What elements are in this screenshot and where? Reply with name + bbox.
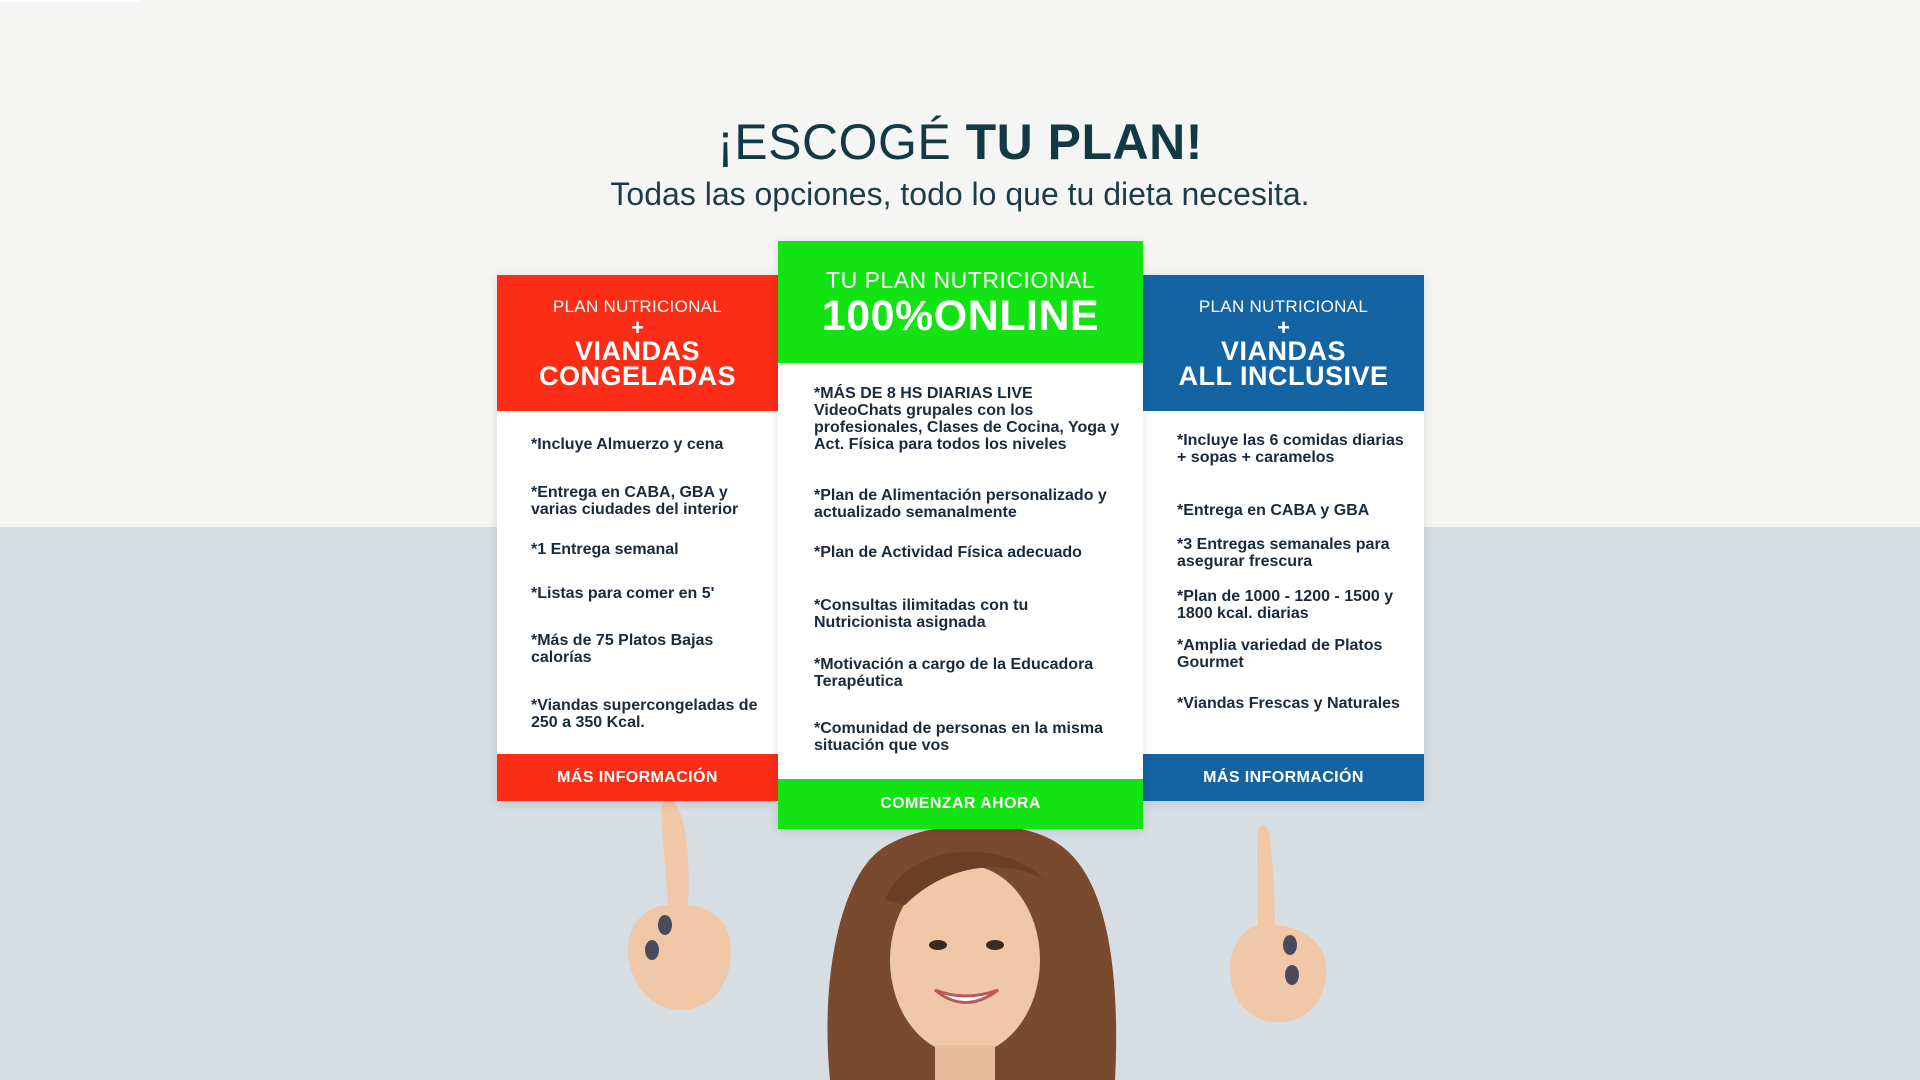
plan-card-header bbox=[497, 275, 778, 411]
feature-item: *1 Entrega semanal bbox=[531, 541, 679, 558]
plan-name: 100%ONLINE bbox=[821, 291, 1100, 340]
feature-item: *Entrega en CABA y GBA bbox=[1177, 502, 1370, 519]
plan-features bbox=[778, 363, 1143, 779]
comenzar-ahora-button[interactable]: COMENZAR AHORA bbox=[778, 779, 1143, 829]
feature-item: *Entrega en CABA, GBA y varias ciudades del interior bbox=[531, 484, 739, 518]
page-heading bbox=[0, 112, 1920, 214]
plan-card-viandas-congeladas bbox=[497, 275, 778, 801]
feature-item: *Plan de Alimentación personalizado y actualizado semanalmente bbox=[814, 487, 1107, 521]
mas-informacion-button[interactable]: MÁS INFORMACIÓN bbox=[1143, 754, 1424, 801]
page-subtitle: Todas las opciones, todo lo que tu dieta necesita. bbox=[610, 176, 1310, 212]
top-edge-strip bbox=[0, 0, 140, 2]
feature-item: *Amplia variedad de Platos Gourmet bbox=[1177, 637, 1383, 671]
feature-item: *Más de 75 Platos Bajas calorías bbox=[531, 632, 714, 666]
feature-item: *Viandas supercongeladas de 250 a 350 Kcal. bbox=[531, 697, 758, 731]
feature-item: *Listas para comer en 5' bbox=[531, 585, 715, 602]
feature-item: *Plan de 1000 - 1200 - 1500 y 1800 kcal. diarias bbox=[1177, 588, 1394, 622]
feature-item: *Motivación a cargo de la Educadora Terapéutica bbox=[814, 656, 1094, 690]
plan-card-viandas-all-inclusive bbox=[1143, 275, 1424, 801]
plan-pre-title: PLAN NUTRICIONAL bbox=[552, 297, 723, 316]
plan-name-line1: VIANDAS bbox=[574, 336, 700, 366]
feature-item: *Incluye las 6 comidas diarias + sopas + caramelos bbox=[1177, 432, 1404, 466]
title-light: ¡ESCOGÉ bbox=[717, 114, 952, 170]
plan-card-header bbox=[1143, 275, 1424, 411]
feature-item: *MÁS DE 8 HS DIARIAS LIVE VideoChats grupales con los profesionales, Clases de Cocina, Yoga y Act. Física para todos los niveles bbox=[814, 385, 1120, 453]
plan-card-header bbox=[778, 241, 1143, 363]
feature-item: *Viandas Frescas y Naturales bbox=[1177, 695, 1400, 712]
plan-name-line2: ALL INCLUSIVE bbox=[1178, 361, 1389, 391]
mas-informacion-button[interactable]: MÁS INFORMACIÓN bbox=[497, 754, 778, 801]
feature-item: *Incluye Almuerzo y cena bbox=[531, 436, 724, 453]
feature-item: *Comunidad de personas en la misma situación que vos bbox=[814, 720, 1103, 754]
feature-item: *Plan de Actividad Física adecuado bbox=[814, 544, 1082, 561]
page-title bbox=[0, 112, 1920, 172]
plan-features bbox=[497, 411, 778, 754]
plan-plus: + bbox=[631, 315, 644, 340]
title-bold: TU PLAN! bbox=[965, 114, 1203, 170]
feature-item: *3 Entregas semanales para asegurar frescura bbox=[1177, 536, 1390, 570]
feature-item: *Consultas ilimitadas con tu Nutricionista asignada bbox=[814, 597, 1029, 631]
plan-name-line2: CONGELADAS bbox=[538, 361, 736, 391]
plan-pre-title: PLAN NUTRICIONAL bbox=[1198, 297, 1369, 316]
plan-features bbox=[1143, 411, 1424, 754]
plan-plus: + bbox=[1277, 315, 1290, 340]
plan-name-line1: VIANDAS bbox=[1220, 336, 1346, 366]
plan-pre-title: TU PLAN NUTRICIONAL bbox=[826, 266, 1095, 293]
plan-card-100-online bbox=[778, 241, 1143, 829]
